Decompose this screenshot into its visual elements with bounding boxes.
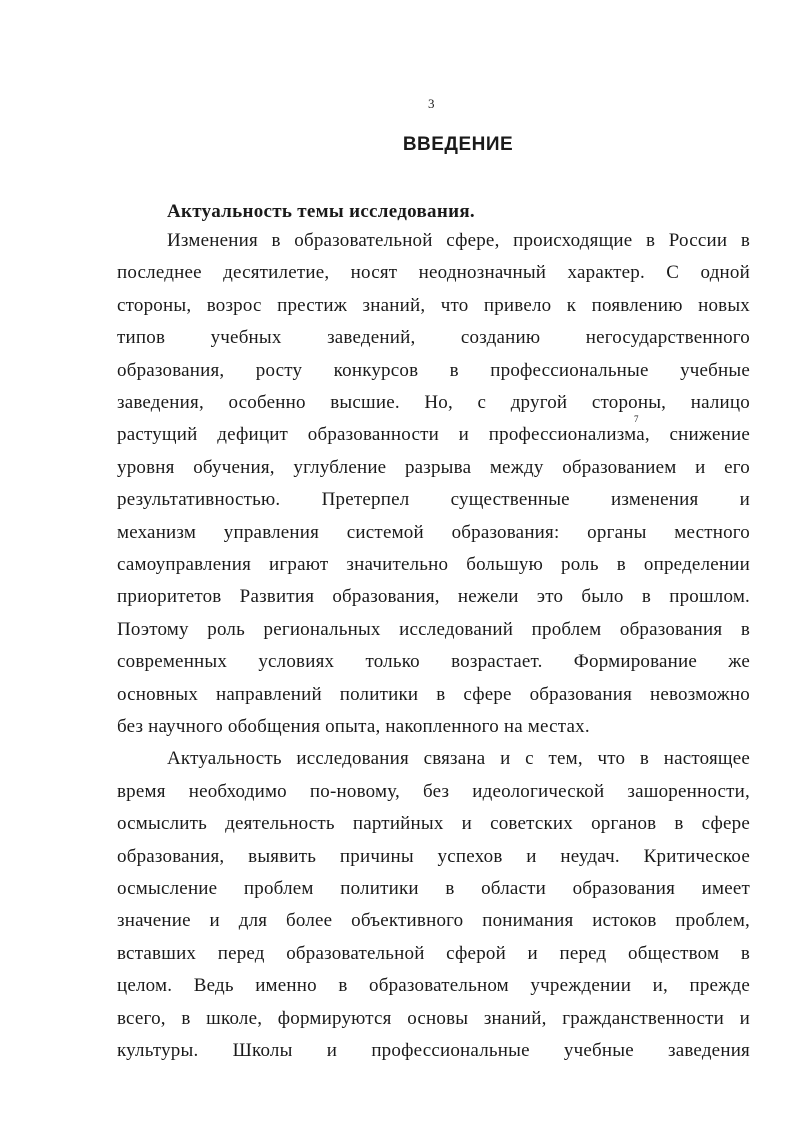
text-line: Актуальность исследования связана и с тем, что в настоящее xyxy=(167,748,750,770)
text-line: осмысление проблем политики в области образования имеет xyxy=(117,878,750,899)
text-line: механизм управления системой образования: органы местного xyxy=(117,521,750,543)
footnote-mark: 7 xyxy=(634,414,639,424)
text-line: основных направлений политики в сфере образования невозможно xyxy=(117,683,750,705)
page-number: 3 xyxy=(428,96,435,111)
page-title: ВВЕДЕНИЕ xyxy=(402,134,514,155)
text-line: всего, в школе, формируются основы знаний, гражданственности и xyxy=(117,1007,750,1029)
text-line: образования, выявить причины успехов и неудач. Критическое xyxy=(117,845,750,867)
text-line: стороны, возрос престиж знаний, что привело к появлению новых xyxy=(117,294,750,316)
text-line: последнее десятилетие, носят неоднозначный характер. С одной xyxy=(117,262,750,284)
text-line: Изменения в образовательной сфере, происходящие в России в xyxy=(167,230,750,251)
text-line: современных условиях только возрастает. Формирование же xyxy=(117,651,750,673)
text-line: без научного обобщения опыта, накопленного на местах. xyxy=(117,716,590,737)
text-line: самоуправления играют значительно большую роль в определении xyxy=(117,554,750,575)
text-line: образования, росту конкурсов в профессиональные учебные xyxy=(117,359,750,381)
section-subheading: Актуальность темы исследования. xyxy=(167,201,475,222)
text-line: культуры. Школы и профессиональные учебные заведения xyxy=(117,1040,750,1061)
text-line: растущий дефицит образованности и профессионализма, снижение xyxy=(117,424,750,446)
text-line: целом. Ведь именно в образовательном учреждении и, прежде xyxy=(117,975,750,997)
text-line: результативностью. Претерпел существенные изменения и xyxy=(117,489,750,511)
text-line: время необходимо по-новому, без идеологической зашоренности, xyxy=(117,780,750,802)
text-line: Поэтому роль региональных исследований проблем образования в xyxy=(117,618,750,640)
text-line: приоритетов Развития образования, нежели это было в прошлом. xyxy=(117,586,750,608)
text-line: значение и для более объективного понимания истоков проблем, xyxy=(117,910,750,932)
text-line: осмыслить деятельность партийных и советских органов в сфере xyxy=(117,813,750,835)
text-line: вставших перед образовательной сферой и перед обществом в xyxy=(117,942,750,964)
text-line: уровня обучения, углубление разрыва между образованием и его xyxy=(117,456,750,478)
text-line: типов учебных заведений, созданию негосударственного xyxy=(117,327,750,349)
text-line: заведения, особенно высшие. Но, с другой стороны, налицо xyxy=(117,392,750,413)
